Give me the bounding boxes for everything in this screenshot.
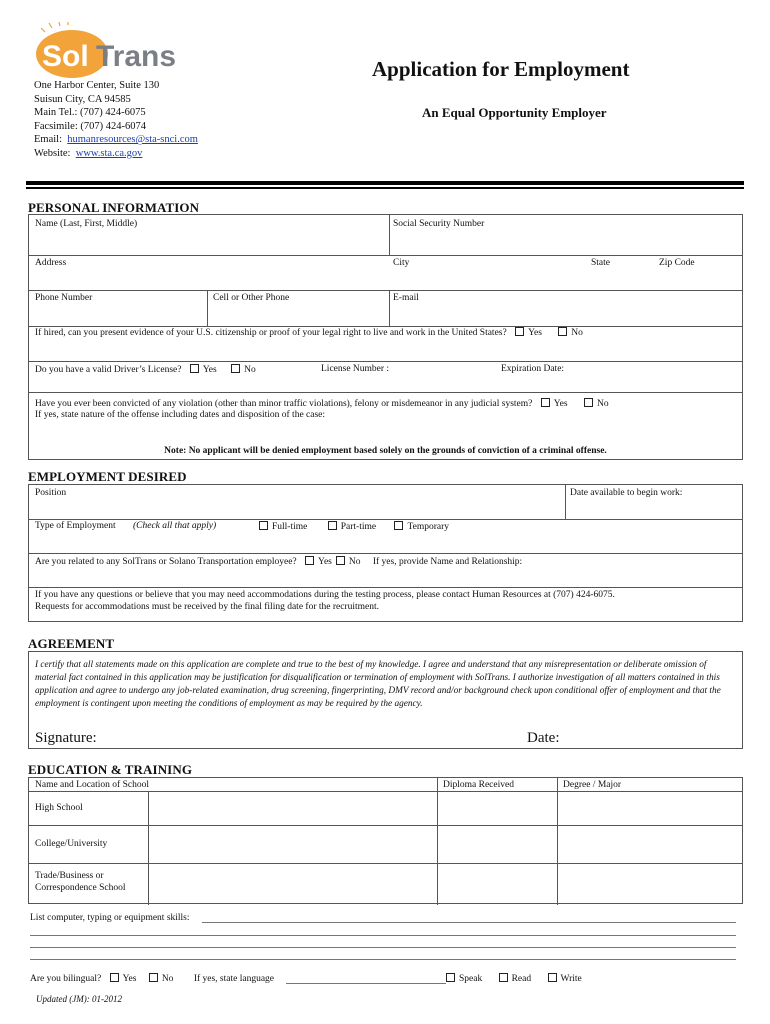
- yes-label: Yes: [528, 328, 542, 338]
- divider: [207, 290, 208, 326]
- bilingual-no-checkbox[interactable]: [149, 973, 158, 982]
- row-label-trade-2: Correspondence School: [35, 883, 126, 893]
- related-detail-field[interactable]: If yes, provide Name and Relationship:: [372, 557, 523, 567]
- temporary-label: Temporary: [407, 522, 450, 532]
- check-all-note: (Check all that apply): [133, 521, 217, 531]
- row-divider: [29, 361, 742, 362]
- row-divider: [29, 553, 742, 554]
- related-question: [35, 556, 522, 567]
- skills-line[interactable]: [30, 935, 736, 936]
- license-yes-checkbox[interactable]: [190, 364, 199, 373]
- citizenship-question: [35, 327, 583, 338]
- divider: [389, 290, 390, 326]
- language-skills: [440, 973, 582, 984]
- row-divider: [29, 587, 742, 588]
- row-label-trade: Trade/Business or: [35, 871, 104, 881]
- divider: [557, 778, 558, 905]
- row-divider: [29, 290, 742, 291]
- section-heading-employment: EMPLOYMENT DESIRED: [28, 469, 187, 484]
- address-field[interactable]: Address: [35, 258, 67, 268]
- bilingual-row: [30, 973, 274, 984]
- row-divider: [29, 825, 742, 826]
- updated-note: Updated (JM): 01-2012: [36, 994, 122, 1004]
- row-divider: [29, 863, 742, 864]
- state-field[interactable]: State: [591, 258, 610, 268]
- expiration-field[interactable]: Expiration Date:: [501, 364, 565, 374]
- website-label: Website:: [34, 147, 71, 159]
- license-no-checkbox[interactable]: [231, 364, 240, 373]
- bilingual-yes-checkbox[interactable]: [110, 973, 119, 982]
- address-line: One Harbor Center, Suite 130: [34, 80, 160, 91]
- language-line[interactable]: [286, 983, 446, 984]
- license-question-text: Do you have a valid Driver’s License?: [35, 365, 182, 375]
- no-label: No: [348, 557, 361, 567]
- zip-field[interactable]: Zip Code: [659, 258, 695, 268]
- header-divider-thick: [26, 181, 744, 185]
- education-table: [28, 777, 743, 904]
- conviction-yes-checkbox[interactable]: [541, 398, 550, 407]
- language-label: If yes, state language: [193, 974, 275, 984]
- section-heading-personal: PERSONAL INFORMATION: [28, 200, 200, 215]
- yes-label: Yes: [122, 974, 137, 984]
- read-checkbox[interactable]: [499, 973, 508, 982]
- skills-line[interactable]: [30, 947, 736, 948]
- soltrans-logo-graphic: [34, 22, 204, 80]
- email-field[interactable]: E-mail: [393, 293, 419, 303]
- citizenship-question-text: If hired, can you present evidence of your U.S. citizenship or proof of your legal right to live and work in the United States?: [35, 328, 507, 338]
- column-header-school: Name and Location of School: [35, 780, 149, 790]
- no-label: No: [596, 399, 609, 409]
- write-checkbox[interactable]: [548, 973, 557, 982]
- section-heading-agreement: AGREEMENT: [28, 636, 115, 651]
- section-heading-education: EDUCATION & TRAINING: [28, 762, 193, 777]
- divider: [148, 791, 149, 905]
- column-header-degree: Degree / Major: [563, 780, 622, 790]
- full-time-label: Full-time: [272, 522, 308, 532]
- row-label-high-school: High School: [35, 803, 83, 813]
- yes-label: Yes: [553, 399, 568, 409]
- column-header-diploma: Diploma Received: [443, 780, 514, 790]
- write-label: Write: [560, 974, 582, 984]
- employment-type-label: Type of Employment: [35, 521, 116, 531]
- position-field[interactable]: Position: [35, 488, 67, 498]
- signature-field[interactable]: Signature:: [35, 730, 97, 746]
- cell-field[interactable]: Cell or Other Phone: [213, 293, 290, 303]
- soltrans-logo: [34, 22, 204, 80]
- row-divider: [29, 519, 742, 520]
- conviction-no-checkbox[interactable]: [584, 398, 593, 407]
- employment-type-options: [253, 521, 449, 532]
- divider: [565, 485, 566, 519]
- ssn-field[interactable]: Social Security Number: [393, 219, 485, 229]
- related-question-text: Are you related to any SolTrans or Solano Transportation employee?: [35, 557, 297, 567]
- skills-line[interactable]: [202, 922, 736, 923]
- license-number-field[interactable]: License Number :: [321, 364, 390, 374]
- license-question: [35, 364, 256, 375]
- page-title: Application for Employment: [372, 57, 630, 81]
- conviction-detail-field[interactable]: If yes, state nature of the offense including dates and disposition of the case:: [35, 410, 326, 420]
- agreement-text: I certify that all statements made on this application are complete and true to the best of my knowledge. I agree and understand that any misrepresentation or deliberate omission of material fact contained in this application may be justification for disqualification or termination of employment with SolTrans. I authorize investigation of all matters contained in this application and agree to undergo any job-related examination, drug screening, fingerprinting, DMV record and/or background check upon conditional offer of employment and that the employment is contingent upon meeting the conditions of employment as may be required by the agency.: [35, 660, 721, 709]
- accommodation-text-2: Requests for accommodations must be received by the final filing date for the recruitment.: [35, 602, 379, 612]
- agreement-box: [28, 651, 743, 749]
- row-divider: [29, 392, 742, 393]
- employment-box: [28, 484, 743, 622]
- part-time-checkbox[interactable]: [328, 521, 337, 530]
- accommodation-text-1: If you have any questions or believe that you may need accommodations during the testing process, please contact Human Resources at (707) 424-6075.: [35, 590, 615, 600]
- company-address: [34, 79, 198, 161]
- divider: [437, 778, 438, 905]
- no-label: No: [571, 328, 583, 338]
- date-available-field[interactable]: Date available to begin work:: [570, 488, 683, 498]
- email-line: [34, 133, 198, 147]
- row-divider: [29, 791, 742, 792]
- page-subtitle: An Equal Opportunity Employer: [422, 105, 607, 120]
- related-yes-checkbox[interactable]: [305, 556, 314, 565]
- row-label-college: College/University: [35, 839, 108, 849]
- fax-line: Facsimile: (707) 424-6074: [34, 120, 146, 132]
- skills-label: List computer, typing or equipment skills:: [30, 913, 190, 923]
- phone-line: Main Tel.: (707) 424-6075: [34, 107, 146, 119]
- svg-text:Sol: Sol: [42, 40, 89, 73]
- personal-info-box: [28, 214, 743, 460]
- related-no-checkbox[interactable]: [336, 556, 345, 565]
- email-label: Email:: [34, 134, 62, 146]
- svg-text:Trans: Trans: [96, 40, 177, 73]
- email-link[interactable]: humanresources@sta-snci.com: [67, 134, 198, 146]
- yes-label: Yes: [318, 557, 332, 567]
- yes-label: Yes: [202, 365, 217, 375]
- conviction-question-text: Have you ever been convicted of any violation (other than minor traffic violations), felony or misdemeanor in any judicial system?: [35, 399, 533, 409]
- full-time-checkbox[interactable]: [259, 521, 268, 530]
- row-divider: [29, 255, 742, 256]
- bilingual-question: Are you bilingual?: [30, 974, 102, 984]
- temporary-checkbox[interactable]: [394, 521, 403, 530]
- conviction-question: [35, 398, 609, 409]
- name-field[interactable]: Name (Last, First, Middle): [35, 219, 138, 229]
- speak-label: Speak: [459, 974, 483, 984]
- phone-field[interactable]: Phone Number: [35, 293, 93, 303]
- header-divider-thin: [26, 187, 744, 189]
- no-label: No: [161, 974, 174, 984]
- skills-line[interactable]: [30, 959, 736, 960]
- date-field[interactable]: Date:: [527, 730, 560, 746]
- read-label: Read: [511, 974, 532, 984]
- part-time-label: Part-time: [340, 522, 377, 532]
- citizenship-no-checkbox[interactable]: [558, 327, 567, 336]
- address-line: Suisun City, CA 94585: [34, 93, 131, 105]
- conviction-note: Note: No applicant will be denied employment based solely on the grounds of conviction of a criminal offense.: [164, 446, 607, 456]
- website-link[interactable]: www.sta.ca.gov: [75, 147, 143, 159]
- no-label: No: [244, 365, 256, 375]
- city-field[interactable]: City: [393, 258, 410, 268]
- divider: [389, 215, 390, 255]
- citizenship-yes-checkbox[interactable]: [515, 327, 524, 336]
- speak-checkbox[interactable]: [446, 973, 455, 982]
- website-line: [34, 147, 198, 161]
